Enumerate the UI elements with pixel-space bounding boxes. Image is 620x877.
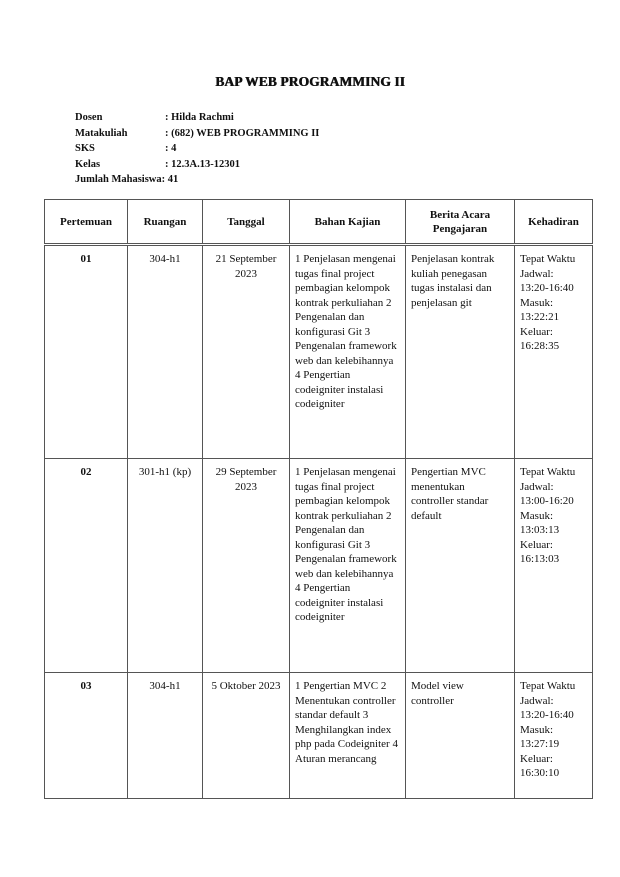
info-row-sks: [75, 141, 319, 157]
info-value: : (682) WEB PROGRAMMING II: [165, 127, 320, 139]
info-value: : 4: [165, 143, 177, 154]
table-row: [45, 673, 593, 799]
info-row-matakuliah: [75, 126, 319, 142]
cell-bahan-kajian: 1 Penjelasan mengenai tugas final project pembagian kelompok kontrak perkuliahan 2 Pengenalan dan konfigurasi Git 3 Pengenalan framework web dan kelebihannya 4 Pengertian codeigniter instalasi codeigniter: [290, 459, 406, 673]
cell-tanggal: 5 Oktober 2023: [203, 673, 290, 799]
page-title: BAP WEB PROGRAMMING II: [215, 74, 405, 89]
kehadiran-jadwal-label: Jadwal:: [520, 694, 554, 707]
kehadiran-masuk-label: Masuk:: [520, 723, 553, 736]
kehadiran-jadwal: 13:20-16:40: [520, 709, 574, 721]
header-berita-acara: Berita Acara Pengajaran: [406, 200, 515, 245]
cell-ruangan: 301-h1 (kp): [128, 459, 203, 673]
kehadiran-status: Tepat Waktu: [520, 466, 576, 478]
table-row: [45, 245, 593, 459]
header-kehadiran: Kehadiran: [515, 200, 593, 245]
header-pertemuan: Pertemuan: [45, 200, 128, 245]
info-row-jumlah-mahasiswa: [75, 172, 319, 188]
table-header-row: [45, 200, 593, 245]
cell-kehadiran: [515, 459, 593, 673]
cell-bahan-kajian: 1 Pengertian MVC 2 Menentukan controller standar default 3 Menghilangkan index php pada Codeigniter 4 Aturan merancang: [290, 673, 406, 799]
kehadiran-jadwal: 13:20-16:40: [520, 282, 574, 294]
info-label: Jumlah Mahasiswa: [75, 174, 162, 185]
cell-pertemuan: 01: [45, 245, 128, 459]
kehadiran-keluar: 16:13:03: [520, 553, 560, 565]
kehadiran-keluar: 16:28:35: [520, 340, 560, 352]
info-row-kelas: [75, 157, 319, 173]
info-label: Kelas: [75, 158, 101, 170]
cell-tanggal: 29 September 2023: [203, 459, 290, 673]
header-ruangan: Ruangan: [128, 200, 203, 245]
kehadiran-masuk-label: Masuk:: [520, 509, 553, 522]
kehadiran-masuk: 13:22:21: [520, 311, 560, 323]
header-tanggal: Tanggal: [203, 200, 290, 245]
kehadiran-keluar-label: Keluar:: [520, 752, 553, 765]
info-label: Dosen: [75, 112, 103, 123]
info-label: SKS: [75, 143, 95, 154]
info-value: : Hilda Rachmi: [165, 112, 234, 123]
kehadiran-keluar-label: Keluar:: [520, 538, 553, 551]
cell-pertemuan: 03: [45, 673, 128, 799]
info-row-dosen: [75, 110, 319, 126]
cell-kehadiran: [515, 673, 593, 799]
cell-tanggal: 21 September 2023: [203, 245, 290, 459]
cell-bahan-kajian: 1 Penjelasan mengenai tugas final project pembagian kelompok kontrak perkuliahan 2 Pengenalan dan konfigurasi Git 3 Pengenalan framework web dan kelebihannya 4 Pengertian codeigniter instalasi codeigniter: [290, 245, 406, 459]
bap-table: [44, 199, 593, 799]
cell-berita-acara: Penjelasan kontrak kuliah penegasan tugas instalasi dan penjelasan git: [406, 245, 515, 459]
kehadiran-jadwal: 13:00-16:20: [520, 495, 574, 507]
course-info: [75, 110, 319, 188]
kehadiran-status: Tepat Waktu: [520, 680, 576, 692]
cell-ruangan: 304-h1: [128, 673, 203, 799]
cell-pertemuan: 02: [45, 459, 128, 673]
kehadiran-jadwal-label: Jadwal:: [520, 480, 554, 493]
cell-berita-acara: Pengertian MVC menentukan controller standar default: [406, 459, 515, 673]
kehadiran-masuk-label: Masuk:: [520, 296, 553, 309]
kehadiran-jadwal-label: Jadwal:: [520, 267, 554, 280]
kehadiran-masuk: 13:03:13: [520, 524, 560, 536]
kehadiran-keluar: 16:30:10: [520, 767, 560, 779]
cell-ruangan: 304-h1: [128, 245, 203, 459]
kehadiran-masuk: 13:27:19: [520, 738, 560, 750]
cell-berita-acara: Model view controller: [406, 673, 515, 799]
cell-kehadiran: [515, 245, 593, 459]
info-value: : 12.3A.13-12301: [165, 158, 240, 170]
kehadiran-status: Tepat Waktu: [520, 253, 576, 265]
info-value: : 41: [161, 174, 179, 185]
info-label: Matakuliah: [75, 127, 128, 139]
header-bahan-kajian: Bahan Kajian: [290, 200, 406, 245]
kehadiran-keluar-label: Keluar:: [520, 325, 553, 338]
table-row: [45, 459, 593, 673]
